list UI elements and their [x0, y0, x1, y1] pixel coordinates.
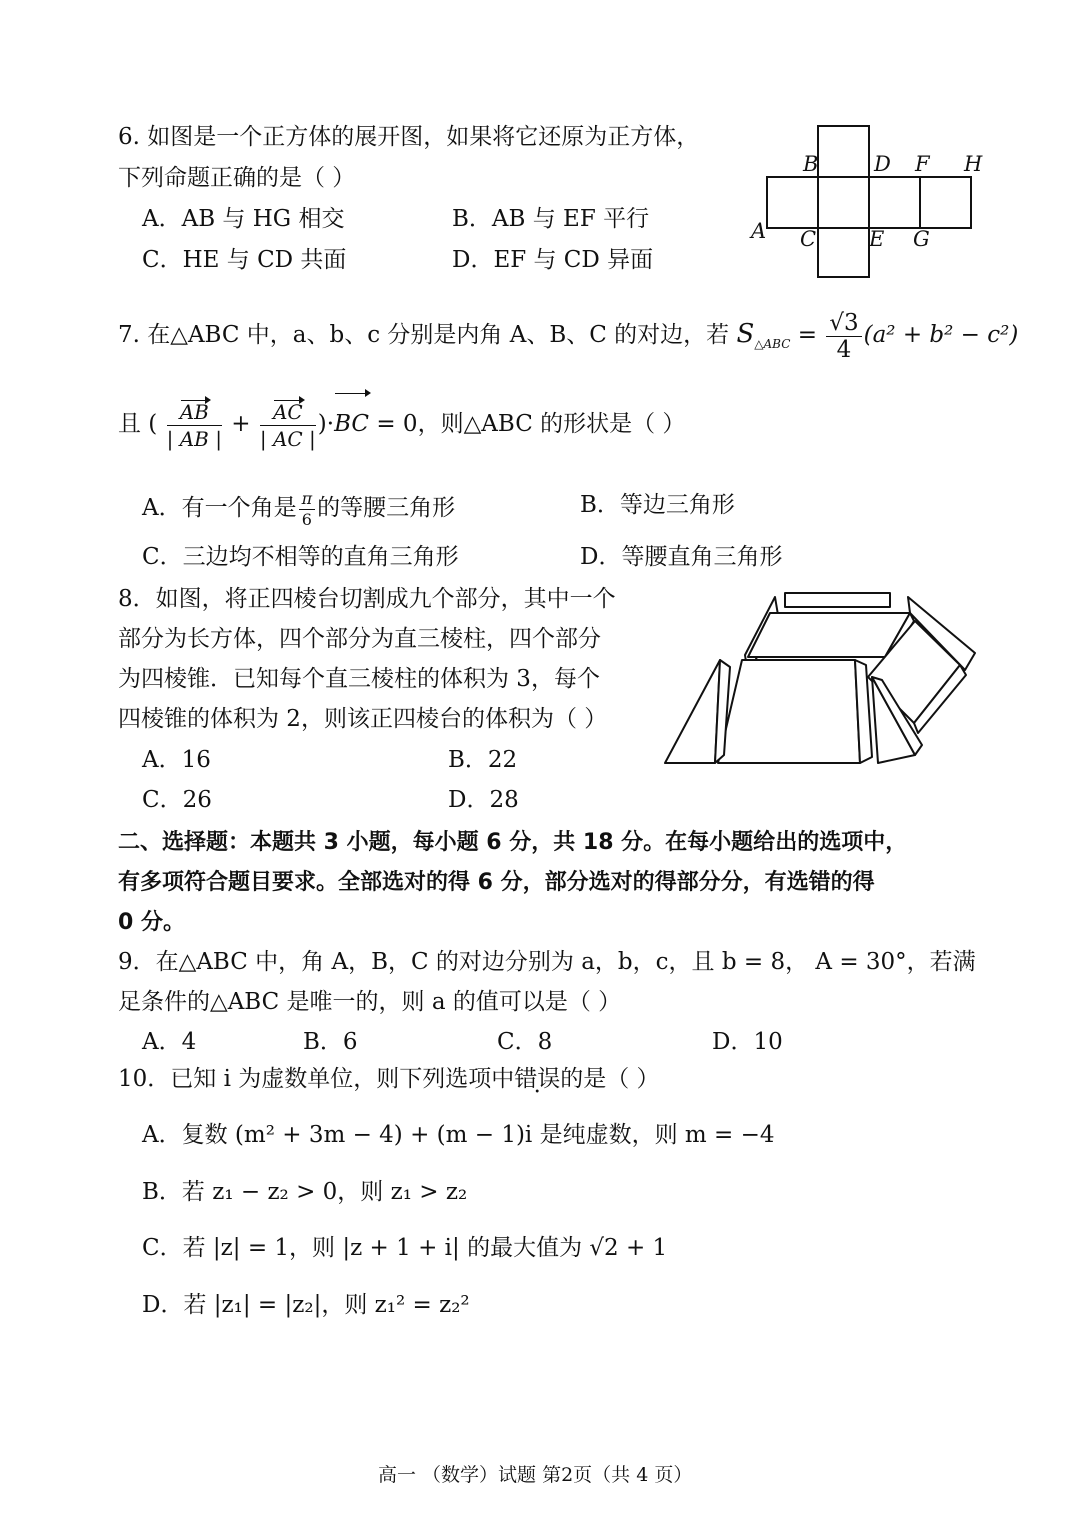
- q7-expression: (a² + b² − c²): [863, 322, 1019, 348]
- q10-option-b: B．若 z₁ − z₂ > 0，则 z₁ > z₂: [142, 1179, 468, 1205]
- net-label-a: A: [751, 219, 767, 243]
- q8-option-b: B．22: [448, 747, 518, 773]
- q10-stem-post: 的是（ ）: [560, 1066, 660, 1092]
- net-label-c: C: [800, 227, 817, 251]
- net-label-b: B: [803, 152, 819, 176]
- q8-option-d: D．28: [448, 787, 519, 813]
- q7-equals: =: [797, 322, 817, 348]
- q10-option-a: A．复数 (m² + 3m − 4) + (m − 1)i 是纯虚数，则 m = −4: [142, 1122, 775, 1148]
- net-label-e: E: [869, 227, 885, 251]
- q8-option-a: A．16: [142, 747, 211, 773]
- section2-line2: 有多项符合题目要求。全部选对的得 6 分，部分选对的得部分分，有选错的得: [118, 870, 875, 895]
- page-footer: 高一 （数学）试题 第2页（共 4 页）: [378, 1464, 693, 1486]
- q7-vector-bc: BC: [334, 392, 369, 456]
- q7-vector-ac: AC: [272, 399, 303, 424]
- q7-abs-ac: | AC |: [259, 426, 316, 451]
- q7-option-c: C．三边均不相等的直角三角形: [142, 544, 459, 570]
- q8-line2: 部分为长方体，四个部分为直三棱柱，四个部分: [118, 626, 601, 652]
- net-label-g: G: [913, 227, 930, 251]
- q7-option-a-pre: A．有一个角是: [142, 495, 297, 521]
- cuboid-top: [748, 613, 910, 657]
- q10-stem-emphasis: 错误: [514, 1066, 561, 1092]
- q6-option-d: D．EF 与 CD 异面: [452, 247, 654, 273]
- net-label-d: D: [874, 152, 891, 176]
- q8-line4: 四棱锥的体积为 2，则该正四棱台的体积为（ ）: [118, 706, 608, 732]
- q9-option-b: B．6: [303, 1029, 358, 1055]
- q7-condition-line: [118, 392, 685, 456]
- q7-area-symbol: S: [736, 319, 755, 349]
- net-square-top: [818, 126, 869, 177]
- net-square-2: [818, 177, 869, 228]
- q7-option-a-post: 的等腰三角形: [317, 495, 456, 521]
- q7-fraction-denominator: 4: [836, 336, 852, 363]
- q8-line3: 为四棱锥．已知每个直三棱柱的体积为 3，每个: [118, 666, 600, 692]
- q7-zero: = 0: [376, 411, 418, 437]
- net-label-f: F: [915, 152, 930, 176]
- q7-abs-ab: | AB |: [166, 426, 222, 451]
- q10-stem: [118, 1064, 660, 1094]
- q7-unit-vector-ac: [260, 399, 316, 452]
- q9-line1: 9．在△ABC 中，角 A，B，C 的对边分别为 a，b，c，且 b = 8， A = 30°，若满: [118, 949, 976, 975]
- q7-option-a-numerator: π: [299, 489, 316, 510]
- q6-line2: 下列命题正确的是（ ）: [118, 165, 356, 191]
- q7-option-a-denominator: 6: [301, 509, 312, 529]
- q7-unit-vector-ab: [167, 399, 222, 452]
- net-square-bottom: [818, 228, 869, 277]
- q8-option-c: C．26: [142, 787, 212, 813]
- q7-dot-part: )·: [317, 411, 335, 437]
- q7-plus: +: [231, 411, 251, 437]
- q7-prefix: 7. 在△ABC 中，a、b、c 分别是内角 A、B、C 的对边，若: [118, 322, 730, 348]
- q7-fraction: [826, 310, 861, 363]
- q9-option-a: A．4: [142, 1029, 197, 1055]
- q6-option-c: C．HE 与 CD 共面: [142, 247, 347, 273]
- q7-option-d: D．等腰直角三角形: [580, 544, 783, 570]
- q6-option-a: A．AB 与 HG 相交: [142, 206, 345, 232]
- q7-fraction-numerator: √3: [826, 310, 861, 337]
- q6-line1: 6. 如图是一个正方体的展开图，如果将它还原为正方体，: [118, 124, 700, 150]
- section2-line1: 二、选择题：本题共 3 小题，每小题 6 分，共 18 分。在每小题给出的选项中，: [118, 830, 908, 855]
- q7-line1: [118, 302, 1018, 366]
- q10-option-d: D．若 |z₁| = |z₂|，则 z₁² = z₂²: [142, 1292, 470, 1318]
- q10-stem-pre: 10．已知 i 为虚数单位，则下列选项中: [118, 1066, 515, 1092]
- net-square-4: [920, 177, 971, 228]
- q9-option-c: C．8: [497, 1029, 553, 1055]
- q7-vector-ab: AB: [179, 399, 209, 424]
- q7-cond-prefix: 且 (: [118, 411, 158, 437]
- q6-option-b: B．AB 与 EF 平行: [452, 206, 650, 232]
- q7-option-a: [142, 482, 455, 534]
- frustum-pieces-figure: [660, 585, 985, 770]
- q9-option-d: D．10: [712, 1029, 783, 1055]
- q9-line2: 足条件的△ABC 是唯一的，则 a 的值可以是（ ）: [118, 989, 622, 1015]
- q7-option-b: B．等边三角形: [580, 492, 735, 518]
- section2-line3: 0 分。: [118, 910, 185, 935]
- net-square-1: [767, 177, 818, 228]
- net-square-3: [869, 177, 920, 228]
- q7-area-subscript: △ABC: [754, 337, 791, 351]
- front-prism: [718, 660, 860, 763]
- q8-line1: 8．如图，将正四棱台切割成九个部分，其中一个: [118, 586, 616, 612]
- q7-cond-suffix: ，则△ABC 的形状是（ ）: [417, 411, 686, 437]
- back-prism: [785, 593, 890, 607]
- net-label-h: H: [964, 152, 983, 176]
- q7-option-a-fraction: [299, 489, 316, 530]
- q10-option-c: C．若 |z| = 1，则 |z + 1 + i| 的最大值为 √2 + 1: [142, 1235, 668, 1261]
- cube-net-figure: [745, 120, 995, 282]
- left-pyramid: [665, 660, 720, 763]
